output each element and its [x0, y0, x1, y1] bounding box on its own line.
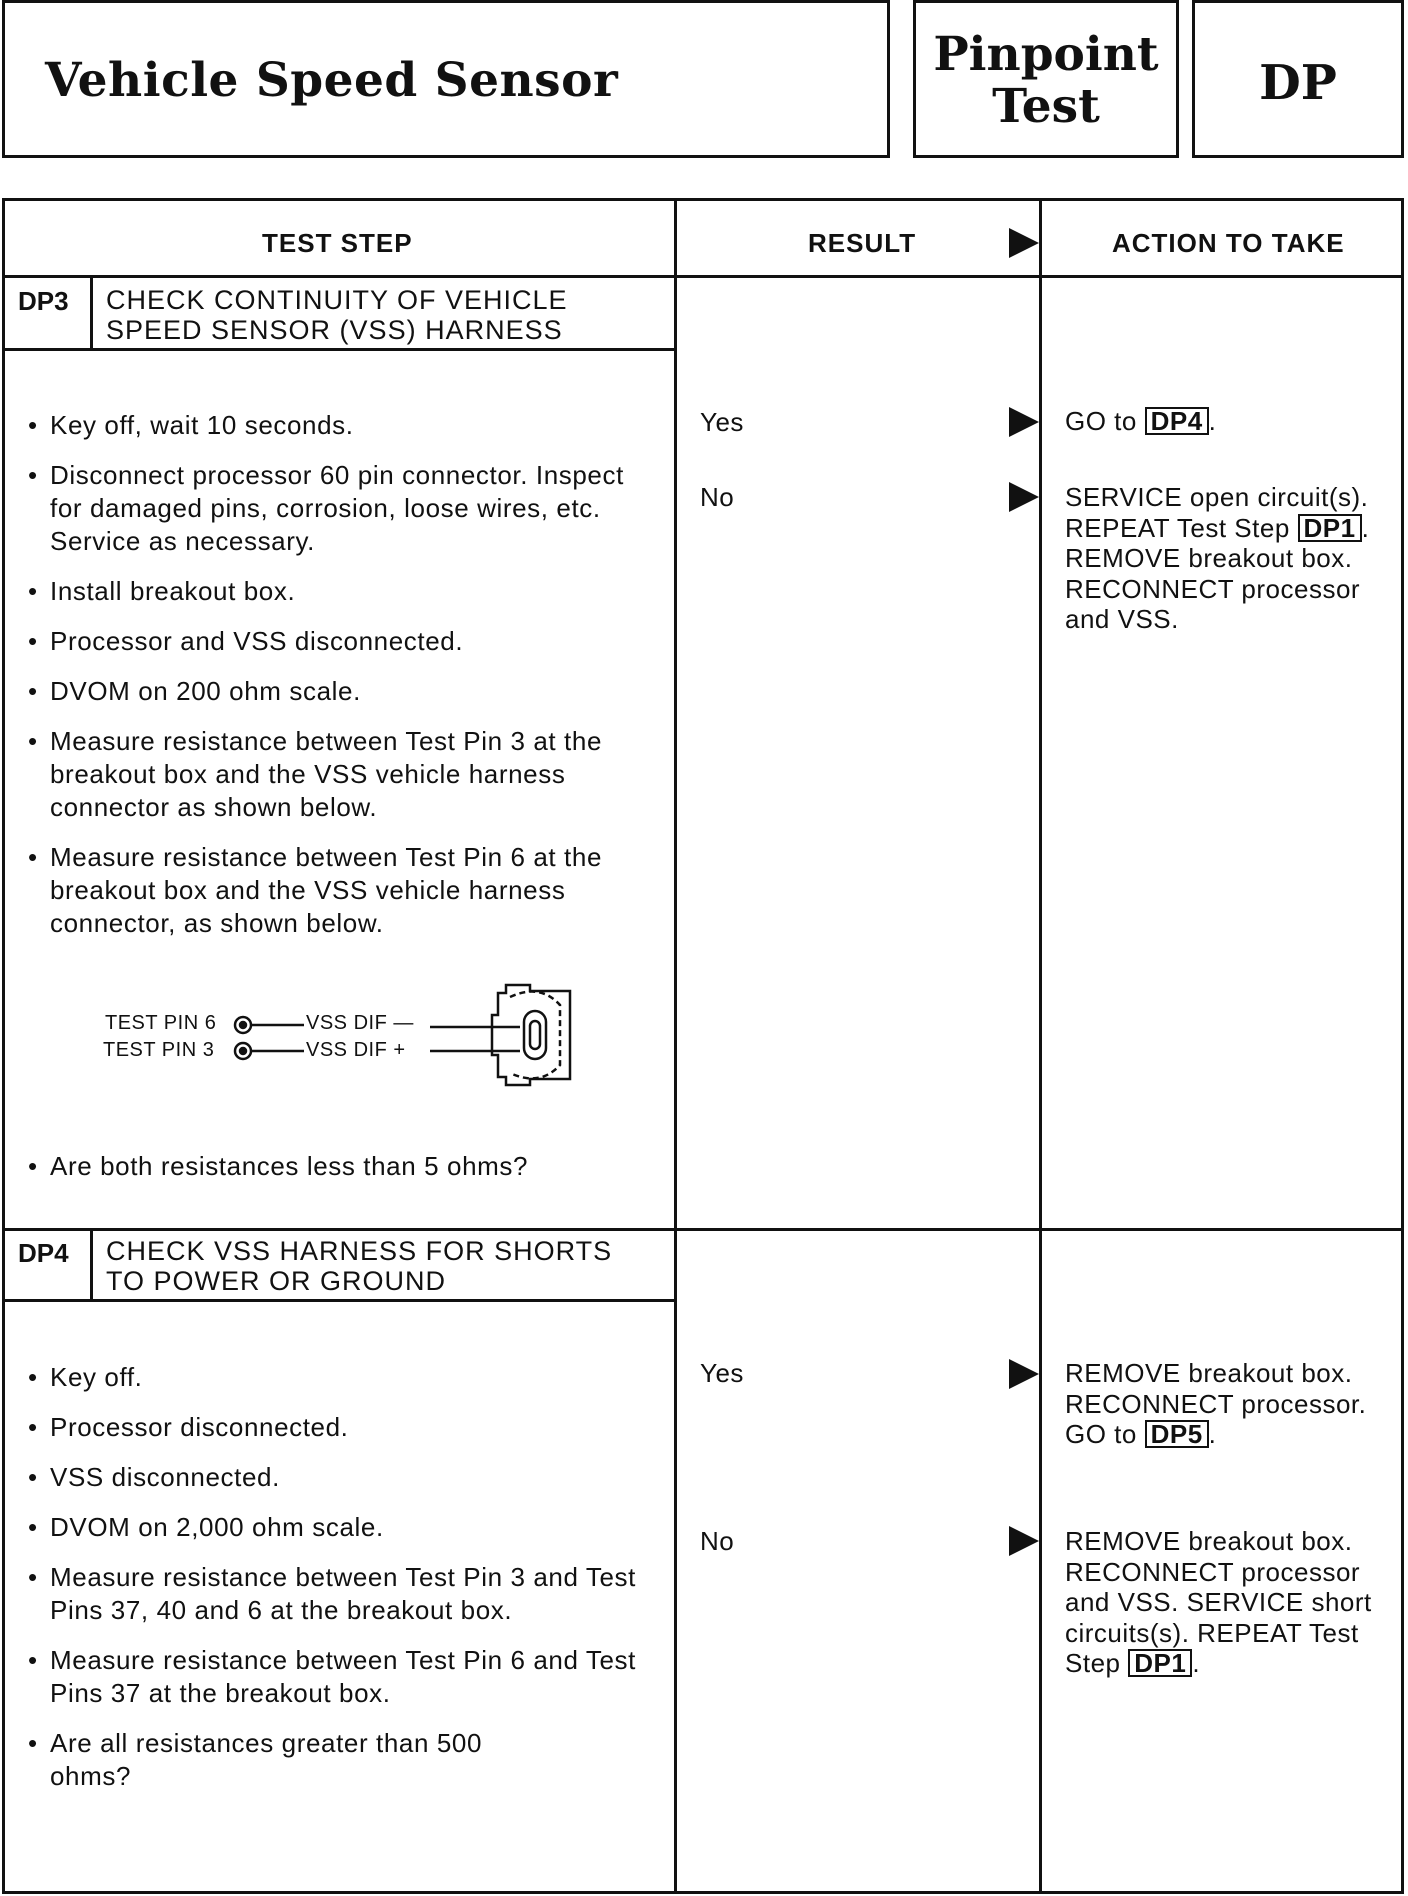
- title-box: [2, 0, 890, 158]
- step-title-divider-dp4: [2, 1299, 676, 1302]
- step-id-dp4: DP4: [18, 1238, 69, 1268]
- step-title-dp4: [106, 1236, 612, 1296]
- list-item: • Key off, wait 10 seconds.: [28, 410, 354, 440]
- test-pin-3-terminal-dot: [240, 1048, 246, 1054]
- result-yes-dp4: Yes: [700, 1358, 744, 1388]
- step-id-divider-dp3: [90, 275, 93, 350]
- result-arrow-icon: [1009, 1359, 1039, 1389]
- test-pin-6-terminal-dot: [240, 1022, 246, 1028]
- result-no-dp4: No: [700, 1526, 735, 1556]
- step-id-dp3: DP3: [18, 286, 69, 316]
- section-code: DP: [1259, 55, 1337, 111]
- list-item: • Processor and VSS disconnected.: [28, 626, 464, 656]
- step-title-divider-dp3: [2, 348, 676, 351]
- result-no-dp3: No: [700, 482, 735, 512]
- list-item: • Are all resistances greater than 500 ohms?: [28, 1728, 483, 1791]
- diagram-label-test-pin-3: TEST PIN 3: [103, 1039, 215, 1061]
- result-arrow-icon: [1009, 482, 1039, 512]
- column-divider-action: [1039, 198, 1042, 1894]
- list-item: • Disconnect processor 60 pin connector. Inspect for damaged pins, corrosion, loose wires, etc. Service as necessary.: [28, 460, 624, 556]
- diagram-label-vss-dif-plus: VSS DIF +: [306, 1039, 406, 1061]
- action-no-dp4: REMOVE breakout box. RECONNECT processor and VSS. SERVICE short circuits(s). REPEAT Test Step DP1 .: [1065, 1526, 1372, 1678]
- step-reference-dp5: DP5: [1145, 1420, 1209, 1448]
- vss-connector-terminal-icon: [524, 1011, 546, 1059]
- list-item: • Measure resistance between Test Pin 6 and Test Pins 37 at the breakout box.: [28, 1645, 636, 1708]
- vss-connector-diagram: [230, 975, 580, 1095]
- header-arrow-icon: [1009, 228, 1039, 258]
- pinpoint-test-box: [913, 0, 1179, 158]
- result-yes-dp3: Yes: [700, 407, 744, 437]
- list-item: • DVOM on 200 ohm scale.: [28, 676, 361, 706]
- list-item: • Install breakout box.: [28, 576, 296, 606]
- pinpoint-line-1: Pinpoint: [933, 27, 1159, 82]
- step-reference-dp4: DP4: [1145, 407, 1209, 435]
- step-title-dp3: [106, 285, 568, 345]
- step-reference-dp1: DP1: [1128, 1649, 1192, 1677]
- action-yes-dp3: GO to DP4 .: [1065, 406, 1217, 436]
- diagram-label-vss-dif-minus: VSS DIF —: [306, 1012, 414, 1034]
- step-reference-dp1: DP1: [1298, 514, 1362, 542]
- list-item: • Processor disconnected.: [28, 1412, 349, 1442]
- list-item: • Measure resistance between Test Pin 6 at the breakout box and the VSS vehicle harness connector, as shown below.: [28, 842, 602, 938]
- list-item: • DVOM on 2,000 ohm scale.: [28, 1512, 384, 1542]
- list-item: • Key off.: [28, 1362, 143, 1392]
- step-title-dp3-line1: CHECK CONTINUITY OF VEHICLE: [106, 285, 568, 315]
- step-title-dp3-line2: SPEED SENSOR (VSS) HARNESS: [106, 315, 563, 345]
- list-item: • Measure resistance between Test Pin 3 and Test Pins 37, 40 and 6 at the breakout box.: [28, 1562, 636, 1625]
- step-title-dp4-line2: TO POWER OR GROUND: [106, 1266, 447, 1296]
- action-no-dp3: SERVICE open circuit(s). REPEAT Test Step DP1 . REMOVE breakout box. RECONNECT processor and VSS.: [1065, 482, 1370, 634]
- vss-connector-pin-icon: [530, 1021, 540, 1049]
- step-title-dp4-line1: CHECK VSS HARNESS FOR SHORTS: [106, 1236, 613, 1266]
- column-divider-result: [674, 198, 677, 1894]
- step-divider: [2, 1228, 1404, 1231]
- column-header-action: ACTION TO TAKE: [1112, 228, 1345, 258]
- vss-connector-lock-icon: [510, 992, 560, 1079]
- pinpoint-test-label: [916, 29, 1176, 133]
- action-yes-dp4: REMOVE breakout box. RECONNECT processor. GO to DP5 .: [1065, 1358, 1367, 1449]
- pinpoint-line-2: Test: [992, 79, 1100, 134]
- list-item: • Measure resistance between Test Pin 3 at the breakout box and the VSS vehicle harness connector as shown below.: [28, 726, 602, 822]
- list-item: • Are both resistances less than 5 ohms?: [28, 1151, 529, 1181]
- diagram-label-test-pin-6: TEST PIN 6: [105, 1012, 217, 1034]
- header-row-divider: [2, 275, 1404, 278]
- section-code-box: [1192, 0, 1404, 158]
- column-header-test-step: TEST STEP: [262, 228, 413, 258]
- step-id-divider-dp4: [90, 1228, 93, 1301]
- page-title: Vehicle Speed Sensor: [45, 53, 619, 108]
- column-header-result: RESULT: [808, 228, 917, 258]
- result-arrow-icon: [1009, 1526, 1039, 1556]
- result-arrow-icon: [1009, 407, 1039, 437]
- list-item: • VSS disconnected.: [28, 1462, 280, 1492]
